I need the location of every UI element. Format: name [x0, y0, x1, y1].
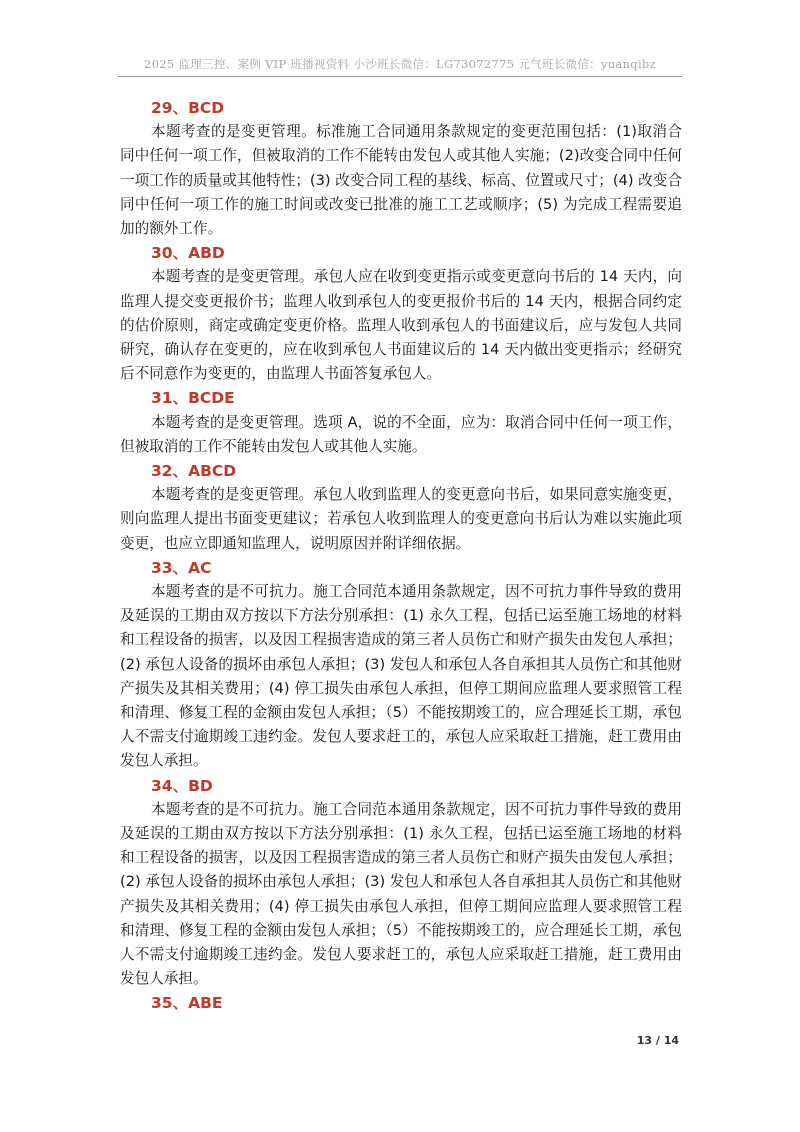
answer-explanation: 本题考查的是变更管理。标准施工合同通用条款规定的变更范围包括：(1)取消合同中任何一项工作，但被取消的工作不能转由发包人或其他人实施；(2)改变合同中任何一项工作的质量或其他特性；(3) 改变合同工程的基线、标高、位置或尺寸；(4) 改变合同中任何一项工作的施工时间或改变已批准的施工工艺或顺序；(5) 为完成工程需要追加的额外工作。 [120, 123, 682, 237]
answer-content [120, 96, 682, 1016]
answer-explanation: 本题考查的是变更管理。选项 A，说的不全面，应为：取消合同中任何一项工作，但被取消的工作不能转由发包人或其他人实施。 [120, 413, 682, 455]
answer-item-33 [120, 556, 682, 774]
answer-item-29 [120, 96, 682, 241]
answer-item-32 [120, 459, 682, 556]
page-header: 2025 监理三控、案例 VIP 班播视资料 小沙班长微信：LG73072775 元气班长微信：yuanqibz [118, 56, 682, 77]
answer-explanation: 本题考查的是变更管理。承包人应在收到变更指示或变更意向书后的 14 天内，向监理人提交变更报价书；监理人收到承包人的变更报价书后的 14 天内，根据合同约定的估价原则，商定或确定变更价格。监理人收到承包人的书面建议后，应与发包人共同研究，确认存在变更的，应在收到承包人书面建议后的 14 天内做出变更指示；经研究后不同意作为变更的，由监理人书面答复承包人。 [120, 268, 682, 383]
answer-item-34 [120, 774, 682, 992]
answer-title: 34、BD [151, 776, 213, 795]
answer-explanation: 本题考查的是变更管理。承包人收到监理人的变更意向书后，如果同意实施变更，则向监理人提出书面变更建议；若承包人收到监理人的变更意向书后认为难以实施此项变更，也应立即通知监理人，说明原因并附详细依据。 [120, 486, 682, 552]
answer-title: 30、ABD [151, 244, 225, 263]
answer-title: 35、ABE [151, 994, 223, 1013]
answer-title: 31、BCDE [151, 389, 235, 408]
answer-title: 33、AC [151, 558, 212, 577]
answer-item-31 [120, 386, 682, 459]
answer-title: 29、BCD [151, 99, 225, 117]
answer-item-30 [120, 241, 682, 386]
answer-explanation: 本题考查的是不可抗力。施工合同范本通用条款规定，因不可抗力事件导致的费用及延误的工期由双方按以下方法分别承担：(1) 永久工程，包括已运至施工场地的材料和工程设备的损害，以及因工程损害造成的第三者人员伤亡和财产损失由发包人承担；(2) 承包人设备的损坏由承包人承担；(3) 发包人和承包人各自承担其人员伤亡和其他财产损失及其相关费用；(4) 停工损失由承包人承担，但停工期间应监理人要求照管工程和清理、修复工程的金额由发包人承担；（5）不能按期竣工的，应合理延长工期，承包人不需支付逾期竣工违约金。发包人要求赶工的，承包人应采取赶工措施，赶工费用由发包人承担。 [120, 800, 682, 988]
answer-title: 32、ABCD [151, 462, 237, 480]
answer-item-35 [120, 991, 682, 1015]
page-number: 13 / 14 [636, 1034, 679, 1047]
answer-explanation: 本题考查的是不可抗力。施工合同范本通用条款规定，因不可抗力事件导致的费用及延误的工期由双方按以下方法分别承担：(1) 永久工程，包括已运至施工场地的材料和工程设备的损害，以及因工程损害造成的第三者人员伤亡和财产损失由发包人承担；(2) 承包人设备的损坏由承包人承担；(3) 发包人和承包人各自承担其人员伤亡和其他财产损失及其相关费用；(4) 停工损失由承包人承担，但停工期间应监理人要求照管工程和清理、修复工程的金额由发包人承担；（5）不能按期竣工的，应合理延长工期，承包人不需支付逾期竣工违约金。发包人要求赶工的，承包人应采取赶工措施，赶工费用由发包人承担。 [120, 582, 682, 770]
